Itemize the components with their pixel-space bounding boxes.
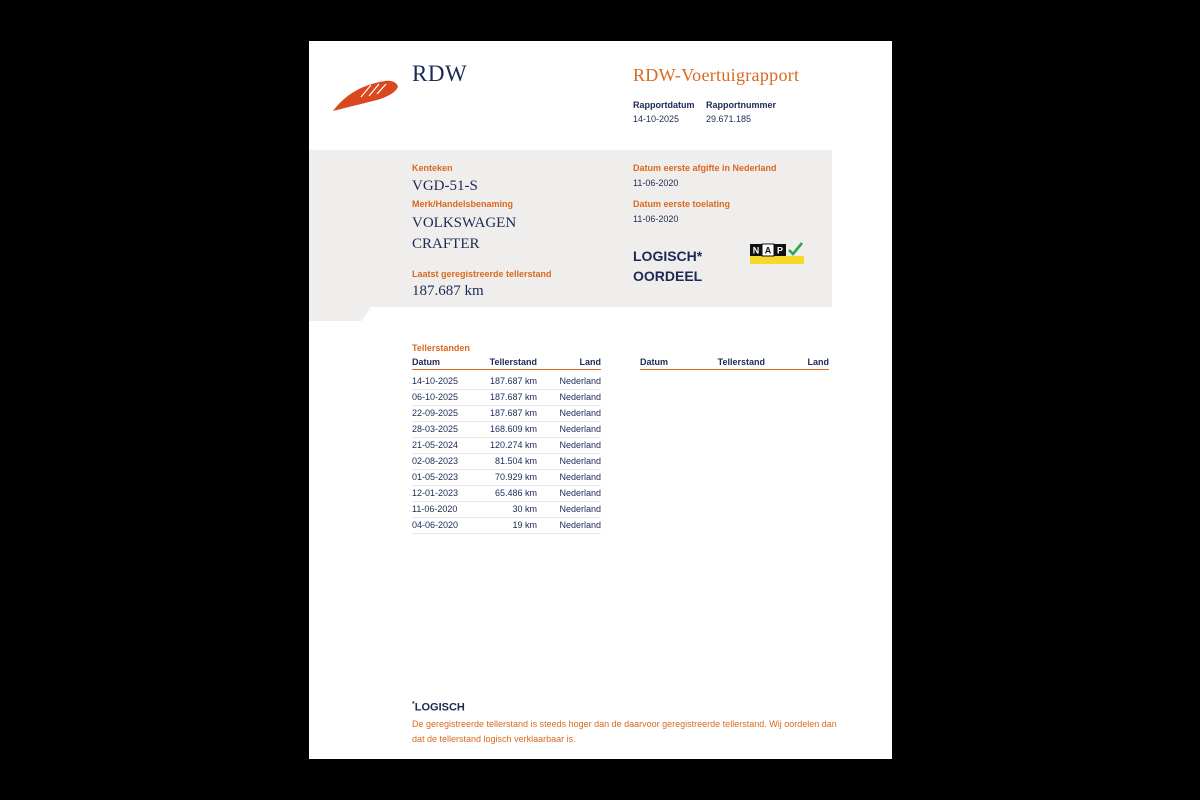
reading-country: Nederland: [559, 520, 601, 530]
reading-value: 30 km: [512, 504, 537, 514]
col-tellerstand: Tellerstand: [489, 357, 537, 367]
reading-country: Nederland: [559, 440, 601, 450]
brand-name: RDW: [412, 61, 468, 86]
odometer-value: 187.687 km: [412, 283, 484, 299]
reading-date: 06-10-2025: [412, 392, 459, 402]
report-title: RDW-Voertuigrapport: [633, 65, 800, 85]
nap-badge-icon: [750, 242, 804, 264]
readings-table-header-2: [640, 357, 829, 370]
table-row: [412, 422, 601, 438]
report-date: 14-10-2025: [633, 114, 680, 124]
table-row: [412, 470, 601, 486]
model-value: CRAFTER: [412, 236, 480, 252]
reading-date: 12-01-2023: [412, 488, 459, 498]
odometer-label: Laatst geregistreerde tellerstand: [412, 269, 552, 279]
footnote-text: De geregistreerde tellerstand is steeds hoger dan de daarvoor geregistreerde tellerstand. Wij oordelen dan dat de tellerstand logisch verklaarbaar is.: [412, 719, 837, 744]
nap-letter-a: A: [764, 245, 772, 256]
reading-date: 02-08-2023: [412, 456, 459, 466]
reading-country: Nederland: [559, 488, 601, 498]
table-row: [412, 438, 601, 454]
reading-value: 187.687 km: [489, 392, 537, 402]
first-admission-value: 11-06-2020: [633, 214, 679, 224]
readings-table-header: [412, 357, 601, 370]
make-value: VOLKSWAGEN: [412, 215, 517, 231]
reading-value: 81.504 km: [494, 456, 537, 466]
report-date-label: Rapportdatum: [633, 100, 695, 110]
col-land-2: Land: [807, 357, 829, 367]
reading-value: 187.687 km: [489, 408, 537, 418]
vehicle-summary-band: [309, 150, 832, 307]
plate-label: Kenteken: [412, 163, 453, 173]
col-land: Land: [579, 357, 601, 367]
reading-country: Nederland: [559, 392, 601, 402]
col-datum-2: Datum: [640, 357, 669, 367]
first-nl-label: Datum eerste afgifte in Nederland: [633, 163, 777, 173]
reading-country: Nederland: [559, 408, 601, 418]
col-tellerstand-2: Tellerstand: [717, 357, 765, 367]
table-row: [412, 374, 601, 390]
reading-value: 168.609 km: [489, 424, 537, 434]
reading-date: 01-05-2023: [412, 472, 459, 482]
table-row: [412, 486, 601, 502]
reading-country: Nederland: [559, 504, 601, 514]
table-row: [412, 454, 601, 470]
plate-value: VGD-51-S: [412, 178, 478, 194]
table-row: [412, 502, 601, 518]
reading-value: 65.486 km: [494, 488, 537, 498]
reading-date: 04-06-2020: [412, 520, 459, 530]
col-datum: Datum: [412, 357, 441, 367]
readings-table-empty: [640, 357, 829, 370]
table-row: [412, 518, 601, 534]
table-row: [412, 406, 601, 422]
verdict-line-2: OORDEEL: [633, 268, 703, 284]
band-notch: [309, 307, 371, 321]
first-admission-label: Datum eerste toelating: [633, 199, 731, 209]
reading-date: 21-05-2024: [412, 440, 459, 450]
report-page: [309, 41, 892, 759]
footnote-title: [412, 701, 465, 714]
report-number: 29.671.185: [706, 114, 752, 124]
first-nl-value: 11-06-2020: [633, 178, 679, 188]
reading-country: Nederland: [559, 376, 601, 386]
reading-value: 187.687 km: [489, 376, 537, 386]
table-row: [412, 390, 601, 406]
reading-date: 22-09-2025: [412, 408, 459, 418]
verdict: [633, 246, 702, 286]
nap-letter-p: P: [776, 245, 784, 256]
reading-value: 70.929 km: [494, 472, 537, 482]
reading-country: Nederland: [559, 456, 601, 466]
reading-country: Nederland: [559, 424, 601, 434]
reading-date: 11-06-2020: [412, 504, 458, 514]
reading-date: 14-10-2025: [412, 376, 459, 386]
nap-letter-n: N: [752, 245, 760, 256]
footnote-marker: *: [412, 701, 415, 708]
reading-value: 19 km: [512, 520, 537, 530]
reading-date: 28-03-2025: [412, 424, 459, 434]
report-number-label: Rapportnummer: [706, 100, 777, 110]
verdict-line-1: LOGISCH*: [633, 248, 703, 264]
reading-country: Nederland: [559, 472, 601, 482]
rdw-logo-icon: [331, 73, 399, 113]
readings-title: Tellerstanden: [412, 343, 470, 353]
reading-value: 120.274 km: [489, 440, 537, 450]
readings-table: [412, 357, 601, 534]
make-label: Merk/Handelsbenaming: [412, 199, 514, 209]
footnote-title-text: LOGISCH: [414, 701, 465, 714]
